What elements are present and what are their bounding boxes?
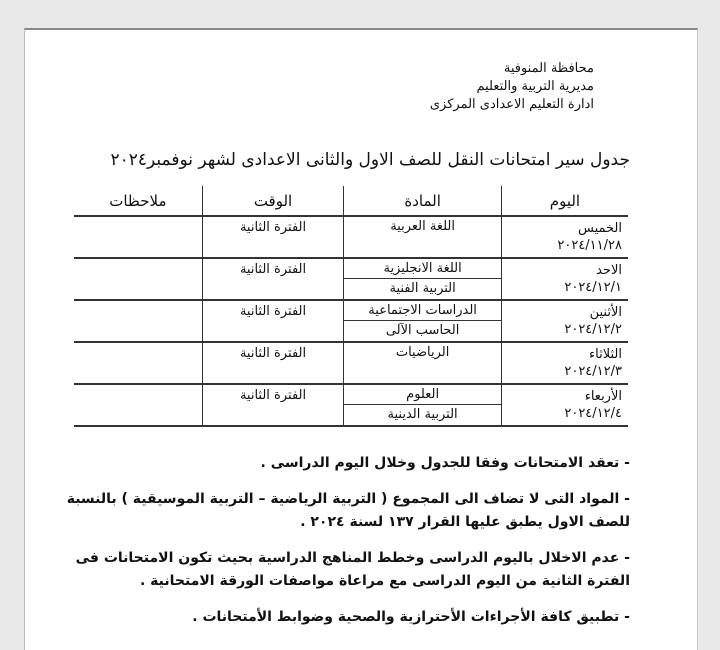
notes-cell xyxy=(74,384,202,426)
subject-name: الدراسات الاجتماعية xyxy=(368,303,477,318)
exam-date: ٢٠٢٤/١٢/٤ xyxy=(564,406,622,421)
subject-name: التربية الدينية xyxy=(344,404,501,424)
day-name: الأثنين xyxy=(589,305,622,320)
table-row xyxy=(74,384,628,426)
document-title: جدول سير امتحانات النقل للصف الاول والثانى الاعدادى لشهر نوفمبر٢٠٢٤ xyxy=(110,150,630,170)
day-name: الثلاثاء xyxy=(589,347,622,362)
exam-period: الفترة الثانية xyxy=(239,388,307,403)
instruction-item: - عدم الاخلال باليوم الدراسى وخطط المناهج الدراسية بحيث تكون الامتحانات فى الفترة الثانية من اليوم الدراسى مع مراعاة مواصفات الورقة الامتحانية . xyxy=(75,550,630,589)
exam-period: الفترة الثانية xyxy=(239,346,307,361)
subject-name: العلوم xyxy=(406,387,440,402)
letterhead xyxy=(28,60,594,114)
notes-cell xyxy=(74,216,202,258)
day-name: الاحد xyxy=(596,263,622,278)
notes-cell xyxy=(74,342,202,384)
table-header-row xyxy=(74,186,628,216)
notes-cell xyxy=(74,258,202,300)
exam-date: ٢٠٢٤/١٢/٣ xyxy=(564,364,622,379)
subject-name: الرياضيات xyxy=(395,345,450,360)
header-day: اليوم xyxy=(501,186,628,216)
instructions-list xyxy=(40,452,630,642)
exam-date: ٢٠٢٤/١٢/٢ xyxy=(564,322,622,337)
table-row xyxy=(74,342,628,384)
department-line: ادارة التعليم الاعدادى المركزى xyxy=(429,97,594,112)
table-row xyxy=(74,300,628,342)
table-row xyxy=(74,258,628,300)
governorate-line: محافظة المنوفية xyxy=(503,61,594,76)
subject-name: التربية الفنية xyxy=(344,278,501,298)
exam-period: الفترة الثانية xyxy=(239,220,307,235)
exam-date: ٢٠٢٤/١١/٢٨ xyxy=(557,238,622,253)
exam-period: الفترة الثانية xyxy=(239,262,307,277)
header-subject: المادة xyxy=(344,186,502,216)
day-name: الأربعاء xyxy=(584,389,622,404)
instruction-item: - تعقد الامتحانات وفقا للجدول وخلال اليوم الدراسى . xyxy=(260,455,630,471)
day-name: الخميس xyxy=(578,221,622,236)
subject-name: اللغة العربية xyxy=(390,219,455,234)
directorate-line: مديرية التربية والتعليم xyxy=(476,79,594,94)
subject-name: الحاسب الآلى xyxy=(344,320,501,340)
subject-name: اللغة الانجليزية xyxy=(383,261,462,276)
table-row xyxy=(74,216,628,258)
exam-schedule-table xyxy=(74,186,628,427)
header-time: الوقت xyxy=(202,186,344,216)
exam-date: ٢٠٢٤/١٢/١ xyxy=(564,280,622,295)
instruction-item: - المواد التى لا تضاف الى المجموع ( التربية الرياضية – التربية الموسيقية ) بالنسبة للصف الاول يطبق عليها القرار ١٣٧ لسنة ٢٠٢٤ . xyxy=(66,491,630,530)
header-notes: ملاحظات xyxy=(74,186,202,216)
notes-cell xyxy=(74,300,202,342)
instruction-item: - تطبيق كافة الأجراءات الأحترازية والصحية وضوابط الأمتحانات . xyxy=(192,609,630,625)
exam-period: الفترة الثانية xyxy=(239,304,307,319)
